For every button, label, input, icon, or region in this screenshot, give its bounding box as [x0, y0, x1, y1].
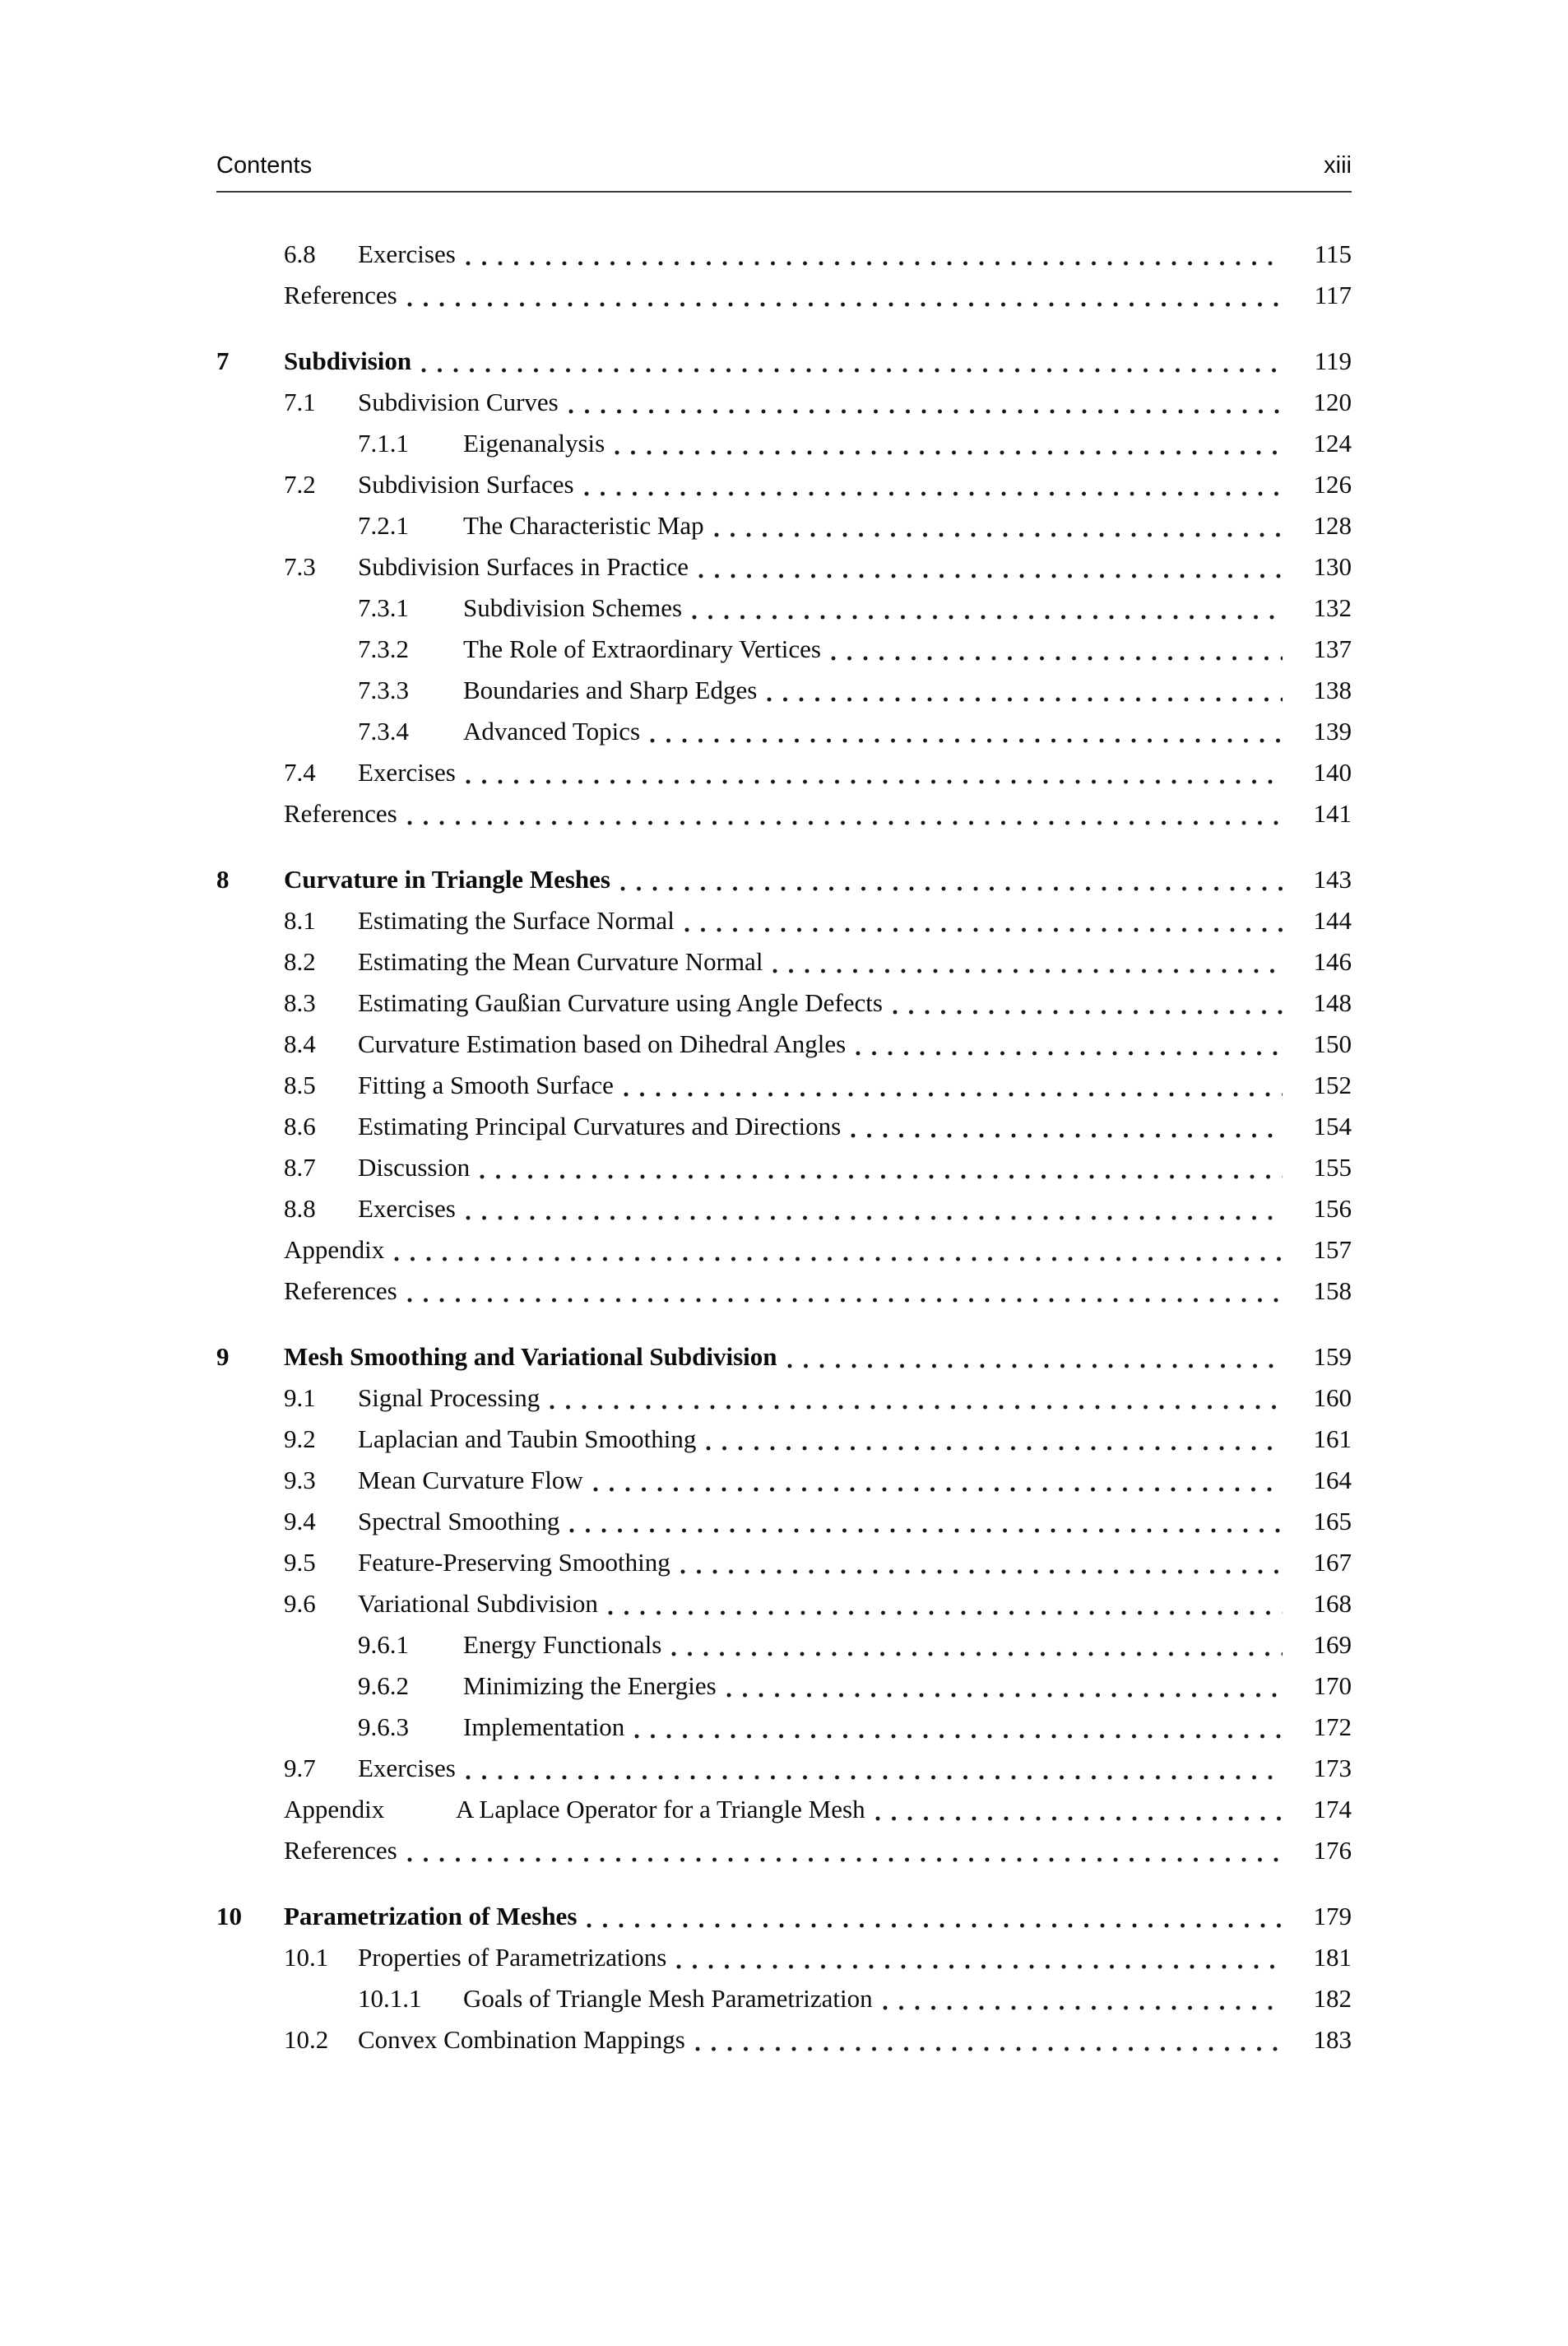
entry-number: 9.6.1 [358, 1630, 409, 1659]
entry-title: Subdivision Schemes [463, 593, 683, 622]
toc-entry [216, 546, 1352, 588]
entry-title: Subdivision Curves [358, 388, 559, 416]
toc-entry [216, 464, 1352, 505]
dot-leader [684, 900, 1283, 941]
dot-leader [407, 275, 1283, 316]
dot-leader [875, 1789, 1283, 1830]
entry-page: 140 [1313, 758, 1352, 787]
entry-page: 160 [1313, 1383, 1352, 1412]
entry-title: Exercises [358, 1754, 456, 1782]
entry-title: Properties of Parametrizations [358, 1943, 667, 1972]
dot-leader [680, 1542, 1283, 1583]
entry-page: 152 [1313, 1071, 1352, 1099]
entry-title: Subdivision Surfaces [358, 470, 574, 499]
toc-entry [216, 341, 1352, 382]
entry-page: 169 [1313, 1630, 1352, 1659]
entry-number: 7.1.1 [358, 429, 409, 458]
entry-title: Curvature Estimation based on Dihedral Angles [358, 1029, 847, 1058]
entry-title: The Role of Extraordinary Vertices [463, 634, 821, 663]
entry-title: Eigenanalysis [463, 429, 605, 458]
toc-entry [216, 1065, 1352, 1106]
toc-entry [216, 941, 1352, 983]
toc-entry [216, 423, 1352, 464]
dot-leader [856, 1024, 1283, 1065]
dot-leader [624, 1065, 1283, 1106]
toc-entry [216, 1460, 1352, 1501]
entry-number: 8 [216, 865, 230, 894]
entry-number: 8.1 [284, 906, 316, 935]
entry-title: Exercises [358, 1194, 456, 1223]
toc-entry [216, 505, 1352, 546]
entry-title: Convex Combination Mappings [358, 2025, 685, 2054]
entry-title: Mesh Smoothing and Variational Subdivision [284, 1342, 777, 1371]
dot-leader [407, 1271, 1283, 1312]
toc-entry [216, 1419, 1352, 1460]
entry-page: 120 [1313, 388, 1352, 416]
entry-title: Fitting a Smooth Surface [358, 1071, 614, 1099]
dot-leader [568, 382, 1283, 423]
running-head-title: Contents [216, 152, 313, 179]
entry-page: 159 [1313, 1342, 1352, 1371]
dot-leader [676, 1937, 1283, 1978]
entry-title: Signal Processing [358, 1383, 540, 1412]
dot-leader [706, 1419, 1283, 1460]
dot-leader [893, 983, 1283, 1024]
toc-entry [216, 1748, 1352, 1789]
dot-leader [831, 629, 1283, 670]
entry-number: 6.8 [284, 239, 316, 268]
entry-number: 7.3 [284, 552, 316, 581]
entry-page: 164 [1313, 1466, 1352, 1494]
entry-number: 7.3.2 [358, 634, 409, 663]
dot-leader [466, 234, 1283, 275]
entry-title: Exercises [358, 758, 456, 787]
toc-entry [216, 670, 1352, 711]
entry-number: 9.6.3 [358, 1712, 409, 1741]
entry-page: 173 [1313, 1754, 1352, 1782]
toc-entry [216, 1707, 1352, 1748]
entry-number: 7.3.4 [358, 717, 409, 746]
entry-page: 182 [1313, 1984, 1352, 2013]
dot-leader [726, 1665, 1283, 1707]
entry-number: 8.2 [284, 947, 316, 976]
entry-title: Goals of Triangle Mesh Parametrization [463, 1984, 873, 2013]
toc-entry [216, 1937, 1352, 1978]
dot-leader [550, 1377, 1283, 1419]
entry-title: References [284, 1276, 397, 1305]
entry-title: Discussion [358, 1153, 471, 1182]
entry-page: 126 [1313, 470, 1352, 499]
running-header [216, 152, 1352, 193]
entry-title: Variational Subdivision [358, 1589, 598, 1618]
entry-number: 10.1.1 [358, 1984, 422, 2013]
dot-leader [407, 793, 1283, 834]
entry-number: 9.5 [284, 1548, 316, 1577]
dot-leader [650, 711, 1283, 752]
entry-number: 10 [216, 1902, 242, 1930]
dot-leader [587, 1896, 1283, 1937]
dot-leader [695, 2019, 1283, 2060]
entry-title: Exercises [358, 239, 456, 268]
entry-title: Appendix [284, 1235, 385, 1264]
dot-leader [569, 1501, 1283, 1542]
entry-title: A Laplace Operator for a Triangle Mesh [456, 1795, 865, 1823]
entry-number: 7.4 [284, 758, 316, 787]
entry-page: 148 [1313, 988, 1352, 1017]
entry-page: 174 [1313, 1795, 1352, 1823]
toc-entry [216, 1147, 1352, 1188]
entry-page: 119 [1314, 346, 1352, 375]
dot-leader [466, 1748, 1283, 1789]
toc-entry [216, 1024, 1352, 1065]
entry-title: Feature-Preserving Smoothing [358, 1548, 670, 1577]
entry-title: Parametrization of Meshes [284, 1902, 578, 1930]
entry-page: 132 [1313, 593, 1352, 622]
dot-leader [714, 505, 1283, 546]
entry-number: 7 [216, 346, 230, 375]
entry-number: 7.2.1 [358, 511, 409, 540]
toc-entry [216, 1665, 1352, 1707]
entry-title: Minimizing the Energies [463, 1671, 717, 1700]
entry-title: Estimating Gaußian Curvature using Angle Defects [358, 988, 883, 1017]
toc-entry [216, 588, 1352, 629]
entry-title: Laplacian and Taubin Smoothing [358, 1424, 697, 1453]
toc-entry [216, 1229, 1352, 1271]
entry-number: 9.4 [284, 1507, 316, 1535]
entry-page: 144 [1313, 906, 1352, 935]
entry-number: 7.1 [284, 388, 316, 416]
toc-entry [216, 1377, 1352, 1419]
dot-leader [584, 464, 1283, 505]
entry-title: Curvature in Triangle Meshes [284, 865, 610, 894]
entry-page: 143 [1313, 865, 1352, 894]
entry-page: 161 [1313, 1424, 1352, 1453]
entry-number: 9 [216, 1342, 230, 1371]
entry-page: 165 [1313, 1507, 1352, 1535]
entry-page: 176 [1313, 1836, 1352, 1865]
dot-leader [883, 1978, 1283, 2019]
toc-entry [216, 1624, 1352, 1665]
entry-page: 168 [1313, 1589, 1352, 1618]
entry-title: Energy Functionals [463, 1630, 662, 1659]
toc-list [216, 234, 1352, 2060]
entry-title: Implementation [463, 1712, 625, 1741]
toc-entry [216, 1106, 1352, 1147]
toc-entry [216, 1583, 1352, 1624]
dot-leader [692, 588, 1283, 629]
dot-leader [851, 1106, 1283, 1147]
entry-title: Spectral Smoothing [358, 1507, 560, 1535]
entry-number: 8.3 [284, 988, 316, 1017]
entry-page: 137 [1313, 634, 1352, 663]
entry-number: 9.1 [284, 1383, 316, 1412]
entry-number: 7.3.1 [358, 593, 409, 622]
dot-leader [615, 423, 1283, 464]
toc-entry [216, 629, 1352, 670]
entry-number: 8.8 [284, 1194, 316, 1223]
entry-title: References [284, 1836, 397, 1865]
toc-entry [216, 1336, 1352, 1377]
entry-page: 167 [1313, 1548, 1352, 1577]
entry-title: Estimating Principal Curvatures and Directions [358, 1112, 842, 1140]
toc-entry [216, 275, 1352, 316]
entry-page: 172 [1313, 1712, 1352, 1741]
entry-number: 9.3 [284, 1466, 316, 1494]
dot-leader [767, 670, 1283, 711]
toc-entry [216, 793, 1352, 834]
entry-title: Mean Curvature Flow [358, 1466, 583, 1494]
entry-number: 8.7 [284, 1153, 316, 1182]
entry-page: 154 [1313, 1112, 1352, 1140]
entry-page: 158 [1313, 1276, 1352, 1305]
entry-page: 141 [1313, 799, 1352, 828]
entry-number: 8.5 [284, 1071, 316, 1099]
entry-page: 150 [1313, 1029, 1352, 1058]
dot-leader [787, 1336, 1283, 1377]
entry-number: 9.6.2 [358, 1671, 409, 1700]
entry-page: 170 [1313, 1671, 1352, 1700]
dot-leader [698, 546, 1283, 588]
entry-title: Subdivision Surfaces in Practice [358, 552, 689, 581]
toc-entry [216, 711, 1352, 752]
entry-title: The Characteristic Map [463, 511, 704, 540]
entry-page: 138 [1313, 676, 1352, 704]
toc-entry [216, 382, 1352, 423]
toc-entry [216, 2019, 1352, 2060]
dot-leader [466, 752, 1283, 793]
toc-entry [216, 900, 1352, 941]
entry-page: 181 [1313, 1943, 1352, 1972]
entry-page: 183 [1313, 2025, 1352, 2054]
entry-page: 157 [1313, 1235, 1352, 1264]
entry-number: 10.2 [284, 2025, 329, 2054]
entry-page: 155 [1313, 1153, 1352, 1182]
toc-entry [216, 983, 1352, 1024]
entry-title: Estimating the Surface Normal [358, 906, 675, 935]
entry-title: References [284, 799, 397, 828]
dot-leader [421, 341, 1283, 382]
entry-page: 117 [1314, 281, 1352, 309]
entry-title: Boundaries and Sharp Edges [463, 676, 758, 704]
toc-entry [216, 1188, 1352, 1229]
toc-entry [216, 1542, 1352, 1583]
entry-page: 179 [1313, 1902, 1352, 1930]
entry-number: 9.6 [284, 1589, 316, 1618]
dot-leader [634, 1707, 1283, 1748]
running-head-page-number: xiii [1324, 152, 1352, 179]
entry-title: References [284, 281, 397, 309]
entry-page: 128 [1313, 511, 1352, 540]
dot-leader [407, 1830, 1283, 1871]
toc-entry [216, 752, 1352, 793]
entry-page: 156 [1313, 1194, 1352, 1223]
entry-page: 130 [1313, 552, 1352, 581]
toc-entry [216, 1789, 1352, 1830]
entry-number: 7.2 [284, 470, 316, 499]
dot-leader [772, 941, 1283, 983]
entry-page: 146 [1313, 947, 1352, 976]
dot-leader [671, 1624, 1283, 1665]
entry-title: Advanced Topics [463, 717, 641, 746]
entry-number: 9.7 [284, 1754, 316, 1782]
entry-number: 8.6 [284, 1112, 316, 1140]
dot-leader [620, 859, 1283, 900]
entry-number: 8.4 [284, 1029, 316, 1058]
toc-entry [216, 859, 1352, 900]
toc-entry [216, 1830, 1352, 1871]
toc-entry [216, 1501, 1352, 1542]
dot-leader [593, 1460, 1283, 1501]
entry-page: 124 [1313, 429, 1352, 458]
toc-entry [216, 1271, 1352, 1312]
toc-entry [216, 234, 1352, 275]
entry-number: 10.1 [284, 1943, 329, 1972]
dot-leader [466, 1188, 1283, 1229]
entry-page: 115 [1314, 239, 1352, 268]
entry-number: 9.2 [284, 1424, 316, 1453]
entry-title: Estimating the Mean Curvature Normal [358, 947, 763, 976]
entry-number: 7.3.3 [358, 676, 409, 704]
dot-leader [394, 1229, 1283, 1271]
entry-page: 139 [1313, 717, 1352, 746]
entry-number: Appendix [284, 1795, 385, 1823]
toc-entry [216, 1978, 1352, 2019]
dot-leader [608, 1583, 1283, 1624]
toc-entry [216, 1896, 1352, 1937]
entry-title: Subdivision [284, 346, 412, 375]
dot-leader [480, 1147, 1283, 1188]
